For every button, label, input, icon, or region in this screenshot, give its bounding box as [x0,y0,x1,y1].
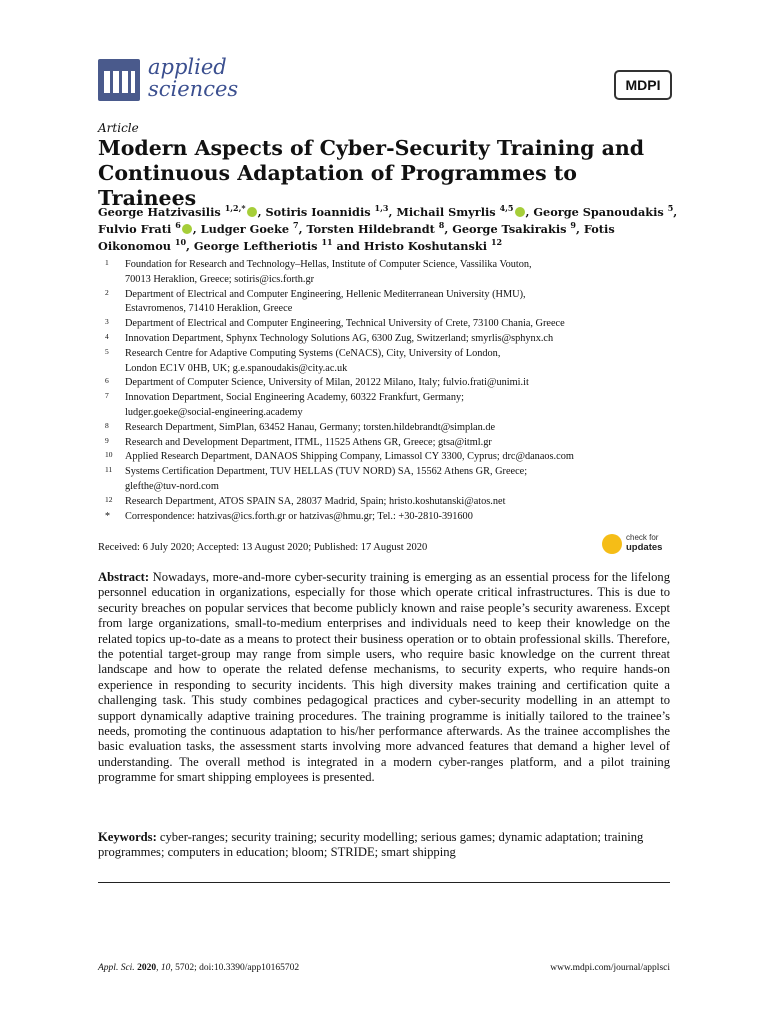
keywords-text: cyber-ranges; security training; security modelling; serious games; dynamic adaptation; training programmes; computers in education; bloom; STRIDE; smart shipping [98,830,644,860]
author-name: Hristo Koshutanski $^{12}$ [363,237,503,253]
author-name: Fulvio Frati $^6$ [98,222,193,236]
orcid-icon[interactable] [247,207,257,217]
affiliation-number: 8 [105,420,109,430]
affiliation-item: 11 Systems Certification Department, TUV HELLAS (TUV NORD) SA, 15562 Athens GR, Greece; glefthe@tuv-nord.com [105,465,528,492]
author-name: George Spanoudakis $^5$ [533,203,674,219]
author-name: Ludger Goeke $^7$ [200,220,299,236]
orcid-icon[interactable] [182,224,192,234]
affiliation-number: 11 [105,465,113,475]
affiliation-item: 12 Research Department, ATOS SPAIN SA, 28037 Madrid, Spain; hristo.koshutanski@atos.net [105,494,506,507]
affiliation-number: 7 [105,391,109,401]
affiliation-number: 2 [105,287,109,297]
affiliation-item: 9 Research and Development Department, ITML, 11525 Athens GR, Greece; gtsa@itml.gr [105,435,492,448]
affiliation-item: 6 Department of Computer Science, University of Milan, 20122 Milano, Italy; fulvio.frati@unimi.it [105,376,529,389]
article-type: Article [98,121,139,135]
check-updates-icon [602,534,622,554]
affiliation-number: 10 [105,450,113,460]
affiliation-number: 9 [105,435,109,445]
affiliation-item: 8 Research Department, SimPlan, 63452 Hanau, Germany; torsten.hildebrandt@simplan.de [105,420,496,433]
publication-dates: Received: 6 July 2020; Accepted: 13 August 2020; Published: 17 August 2020 [98,542,428,553]
affiliation-number: 3 [105,317,109,327]
affiliation-number: 12 [105,494,113,504]
check-for-updates-badge[interactable]: check for updates [602,532,672,556]
journal-url[interactable]: www.mdpi.com/journal/applsci [550,963,670,973]
affiliation-item: 3 Department of Electrical and Computer Engineering, Technical University of Crete, 73100 Chania, Greece [105,317,565,330]
author-name: George Tsakirakis $^9$ [452,220,576,236]
affiliation-number: 6 [105,376,109,386]
author-name: Sotiris Ioannidis $^{1,3}$ [265,203,389,219]
affiliation-item: 2 Department of Electrical and Computer Engineering, Hellenic Mediterranean University (HMU), Estavromenos, 71410 Heraklion, Greece [105,287,526,315]
publisher-logo: MDPI [614,70,672,100]
affiliation-number: * [105,510,110,522]
orcid-icon[interactable] [515,207,525,217]
keywords [98,830,670,861]
affiliation-item: 4 Innovation Department, Sphynx Technology Solutions AG, 6300 Zug, Switzerland; smyrlis@sphynx.ch [105,331,554,344]
affiliation-number: 4 [105,331,109,341]
divider [98,882,670,883]
affiliation-item: 5 Research Centre for Adaptive Computing Systems (CeNACS), City, University of London, London EC1V 0HB, UK; g.e.spanoudakis@city.ac.uk [105,346,501,374]
affiliation-list [98,258,688,524]
author-name: Fotis Oikonomou $^{10}$ [98,222,615,253]
affiliation-item: * Correspondence: hatzivas@ics.forth.gr or hatzivas@hmu.gr; Tel.: +30-2810-391600 [98,510,688,525]
affiliation-number: 5 [105,346,109,356]
author-name: George Leftheriotis $^{11}$ [193,237,333,253]
paper-title: Modern Aspects of Cyber-Security Training and Continuous Adaptation of Programmes to Trainees [98,136,645,210]
citation-footer: Appl. Sci. 2020, 10, 5702; doi:10.3390/app10165702 [98,963,300,973]
abstract-text: Nowadays, more-and-more cyber-security training is emerging as an essential process for the lifelong personnel education in organizations, especially for those which operate critical infrastructures. This is due to security breaches on popular services that become publicly known and raise people’s security awareness. Except from large organizations, small-to-medium enterprises and individuals need to keep their knowledge on the related topics up-to-date as a means to protect their business operation or to obtain professional skills. Therefore, the potential target-group may range from simple users, who require basic knowledge on the current threat landscape and how to operate the related defense mechanisms, to security experts, who require hands-on experience in responding to security incidents. This high diversity makes training and certification quite a challenging task. This study combines pedagogical practices and cyber-security modelling in an attempt to support dynamically adaptive training procedures. The training programme is initially tailored to the trainee’s needs, promoting the continuous adaptation to his/her performance afterwards. As the trainee accomplishes the basic evaluation tasks, the assessment starts involving more advanced features that demand a higher level of understanding. The overall method is integrated in a modern cyber-ranges platform, and a pilot training programme for smart shipping employees is presented. [98,570,670,785]
affiliation-item: 7 Innovation Department, Social Engineering Academy, 60322 Frankfurt, Germany; ludger.goeke@social-engineering.academy [105,391,465,418]
journal-name: applied sciences [148,55,239,101]
author-name: Torsten Hildebrandt $^8$ [306,220,445,236]
keywords-label: Keywords: [98,830,157,844]
affiliation-item: 1 Foundation for Research and Technology–Hellas, Institute of Computer Science, Vassilika Vouton, 70013 Heraklion, Greece; sotiris@ics.forth.gr [105,258,532,285]
affiliation-item: 10 Applied Research Department, DANAOS Shipping Company, Limassol CY 3300, Cyprus; drc@danaos.com [105,450,574,463]
author-name: George Hatzivasilis $^{1,2,*}$ [98,205,258,219]
abstract-label: Abstract: [98,570,150,584]
author-list: George Hatzivasilis $^{1,2,*}$ , Sotiris Ioannidis $^{1,3}$, Michail Smyrlis $^{4,5}$ , George Spanoudakis $^5$, Fulvio Frati $^6$ , Ludger Goeke $^7$, Torsten Hildebrandt $^8$, George Tsakirakis $^9$, Fotis Oikonomou $^{10}$, George Leftheriotis $^{11}$ and Hristo Koshutanski $^{12}$ [98,203,678,253]
affiliation-number: 1 [105,258,109,267]
journal-logo [98,59,140,101]
abstract [98,570,670,786]
author-name: Michail Smyrlis $^{4,5}$ [396,205,525,219]
